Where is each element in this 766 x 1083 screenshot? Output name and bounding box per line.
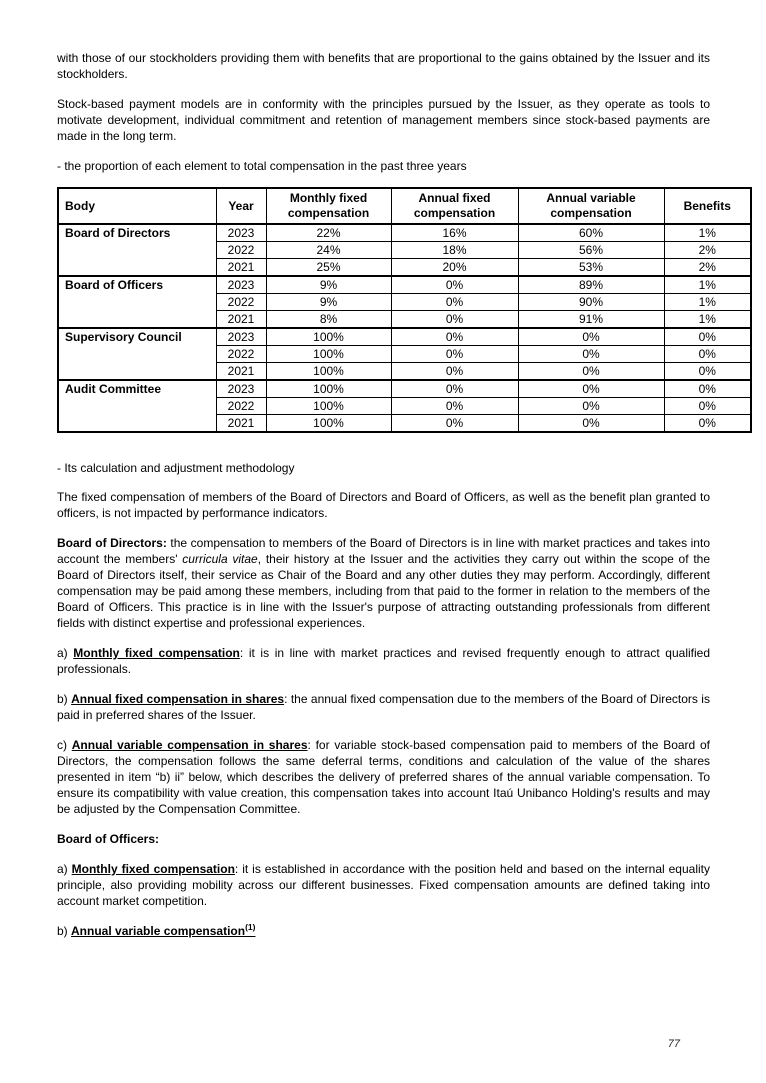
item-directors-annual-variable <box>57 737 710 817</box>
item-text: : the annual fixed compensation due to the members of the Board of Directors is paid in preferred shares of the Issuer. <box>57 692 710 722</box>
header-annual-variable: Annual variable compensation <box>518 188 664 224</box>
item-text: : it is established in accordance with the position held and based on the internal equality principle, also providing mobility across our different businesses. Fixed compensation amounts are defined taking into account market competition. <box>57 862 710 908</box>
annual-fixed-cell: 16% <box>391 224 518 242</box>
annual-variable-cell: 0% <box>518 380 664 398</box>
monthly-fixed-cell: 100% <box>266 398 391 415</box>
benefits-cell: 1% <box>664 276 751 294</box>
item-officers-monthly-fixed <box>57 861 710 909</box>
paragraph-board-of-directors <box>57 535 710 631</box>
annual-variable-cell: 56% <box>518 242 664 259</box>
table-header-row <box>58 188 751 224</box>
benefits-cell: 1% <box>664 294 751 311</box>
year-cell: 2023 <box>216 328 266 346</box>
annual-variable-cell: 0% <box>518 363 664 381</box>
year-cell: 2022 <box>216 398 266 415</box>
year-cell: 2022 <box>216 294 266 311</box>
annual-variable-cell: 0% <box>518 328 664 346</box>
body-cell: Board of Directors <box>58 224 216 276</box>
monthly-fixed-cell: 100% <box>266 363 391 381</box>
annual-fixed-cell: 0% <box>391 415 518 433</box>
annual-variable-cell: 0% <box>518 398 664 415</box>
table-row <box>58 380 751 398</box>
body-cell: Audit Committee <box>58 380 216 432</box>
annual-variable-cell: 60% <box>518 224 664 242</box>
year-cell: 2022 <box>216 346 266 363</box>
header-year: Year <box>216 188 266 224</box>
header-body: Body <box>58 188 216 224</box>
year-cell: 2021 <box>216 363 266 381</box>
item-officers-annual-variable <box>57 923 710 939</box>
item-prefix: b) <box>57 692 72 706</box>
heading-methodology: - Its calculation and adjustment methodology <box>57 461 295 475</box>
annual-fixed-cell: 0% <box>391 276 518 294</box>
annual-fixed-cell: 0% <box>391 311 518 329</box>
body-cell: Board of Officers <box>58 276 216 328</box>
annual-variable-cell: 0% <box>518 415 664 433</box>
annual-variable-cell: 90% <box>518 294 664 311</box>
page-number: 77 <box>667 1038 680 1050</box>
heading-board-of-officers <box>57 831 710 847</box>
page-content <box>57 50 731 953</box>
paragraph-stock-based-models: Stock-based payment models are in conformity with the principles pursued by the Issuer, as they operate as tools to motivate development, individual commitment and retention of management members since stock-based payments are made in the long term. <box>57 97 710 143</box>
monthly-fixed-cell: 100% <box>266 380 391 398</box>
annual-variable-cell: 0% <box>518 346 664 363</box>
annual-fixed-cell: 0% <box>391 380 518 398</box>
footnote-marker: (1) <box>245 922 256 932</box>
board-of-directors-text-2: , their history at the Issuer and the activities they carry out within the scope of the Board of Directors itself, their service as Chair of the Board and any other duties they may perform. Accordingly, different compensation may be paid among these members, including from that paid to the former in relation to the members of the Board of Officers. This practice is in line with the Issuer's purpose of attracting outstanding professionals from different fields with distinct expertise and professional experiences. <box>57 552 710 630</box>
board-of-officers-label: Board of Officers: <box>57 832 160 846</box>
benefits-cell: 0% <box>664 415 751 433</box>
item-label: Annual fixed compensation in shares <box>71 692 285 706</box>
benefits-cell: 1% <box>664 224 751 242</box>
benefits-cell: 2% <box>664 259 751 277</box>
monthly-fixed-cell: 100% <box>266 346 391 363</box>
annual-fixed-cell: 0% <box>391 328 518 346</box>
compensation-table <box>57 187 752 433</box>
annual-fixed-cell: 20% <box>391 259 518 277</box>
item-label: Annual variable compensation in shares <box>71 738 308 752</box>
annual-fixed-cell: 0% <box>391 398 518 415</box>
benefits-cell: 0% <box>664 398 751 415</box>
annual-fixed-cell: 0% <box>391 294 518 311</box>
monthly-fixed-cell: 9% <box>266 276 391 294</box>
item-prefix: b) <box>57 924 72 938</box>
year-cell: 2023 <box>216 224 266 242</box>
header-benefits: Benefits <box>664 188 751 224</box>
compensation-table-header <box>58 188 751 224</box>
year-cell: 2021 <box>216 259 266 277</box>
item-label: Annual variable compensation <box>71 924 246 938</box>
annual-fixed-cell: 18% <box>391 242 518 259</box>
benefits-cell: 0% <box>664 328 751 346</box>
item-label-with-footnote <box>71 924 255 938</box>
header-monthly-fixed: Monthly fixed compensation <box>266 188 391 224</box>
item-text: : it is in line with market practices and revised frequently enough to attract qualified professionals. <box>57 646 711 676</box>
item-text: : for variable stock-based compensation paid to members of the Board of Directors, the compensation follows the same deferral terms, conditions and calculation of the value of the shares presented in item “b) ii” below, which describes the delivery of preferred shares of the annual variable compensation. To ensure its compatibility with value creation, this compensation takes into account Itaú Unibanco Holding's results and may be adjusted by the Compensation Committee. <box>57 738 710 816</box>
annual-variable-cell: 91% <box>518 311 664 329</box>
monthly-fixed-cell: 24% <box>266 242 391 259</box>
year-cell: 2023 <box>216 276 266 294</box>
year-cell: 2021 <box>216 311 266 329</box>
monthly-fixed-cell: 100% <box>266 415 391 433</box>
paragraph-stockholder-benefits: with those of our stockholders providing them with benefits that are proportional to the gains obtained by the Issuer and its stockholders. <box>57 51 710 81</box>
monthly-fixed-cell: 25% <box>266 259 391 277</box>
monthly-fixed-cell: 9% <box>266 294 391 311</box>
item-label: Monthly fixed compensation <box>71 862 235 876</box>
benefits-cell: 0% <box>664 363 751 381</box>
heading-proportion: - the proportion of each element to total compensation in the past three years <box>57 159 467 173</box>
annual-variable-cell: 89% <box>518 276 664 294</box>
benefits-cell: 0% <box>664 380 751 398</box>
paragraph-fixed-compensation: The fixed compensation of members of the Board of Directors and Board of Officers, as well as the benefit plan granted to officers, is not impacted by performance indicators. <box>57 490 710 520</box>
board-of-directors-text-1: the compensation to members of the Board of Directors is in line with market practices and takes into account the members' <box>57 536 710 566</box>
item-prefix: a) <box>57 862 72 876</box>
body-cell: Supervisory Council <box>58 328 216 380</box>
curricula-vitae-italic: curricula vitae <box>182 552 258 566</box>
benefits-cell: 0% <box>664 346 751 363</box>
item-label: Monthly fixed compensation <box>73 646 240 660</box>
monthly-fixed-cell: 8% <box>266 311 391 329</box>
table-row <box>58 328 751 346</box>
monthly-fixed-cell: 100% <box>266 328 391 346</box>
table-row <box>58 224 751 242</box>
header-annual-fixed: Annual fixed compensation <box>391 188 518 224</box>
item-directors-annual-fixed <box>57 691 710 723</box>
board-of-directors-label: Board of Directors: <box>57 536 167 550</box>
annual-variable-cell: 53% <box>518 259 664 277</box>
year-cell: 2023 <box>216 380 266 398</box>
compensation-table-body <box>58 224 751 432</box>
benefits-cell: 2% <box>664 242 751 259</box>
benefits-cell: 1% <box>664 311 751 329</box>
item-prefix: c) <box>57 738 72 752</box>
year-cell: 2022 <box>216 242 266 259</box>
table-row <box>58 276 751 294</box>
item-prefix: a) <box>57 646 74 660</box>
monthly-fixed-cell: 22% <box>266 224 391 242</box>
year-cell: 2021 <box>216 415 266 433</box>
annual-fixed-cell: 0% <box>391 346 518 363</box>
annual-fixed-cell: 0% <box>391 363 518 381</box>
item-directors-monthly-fixed <box>57 645 710 677</box>
